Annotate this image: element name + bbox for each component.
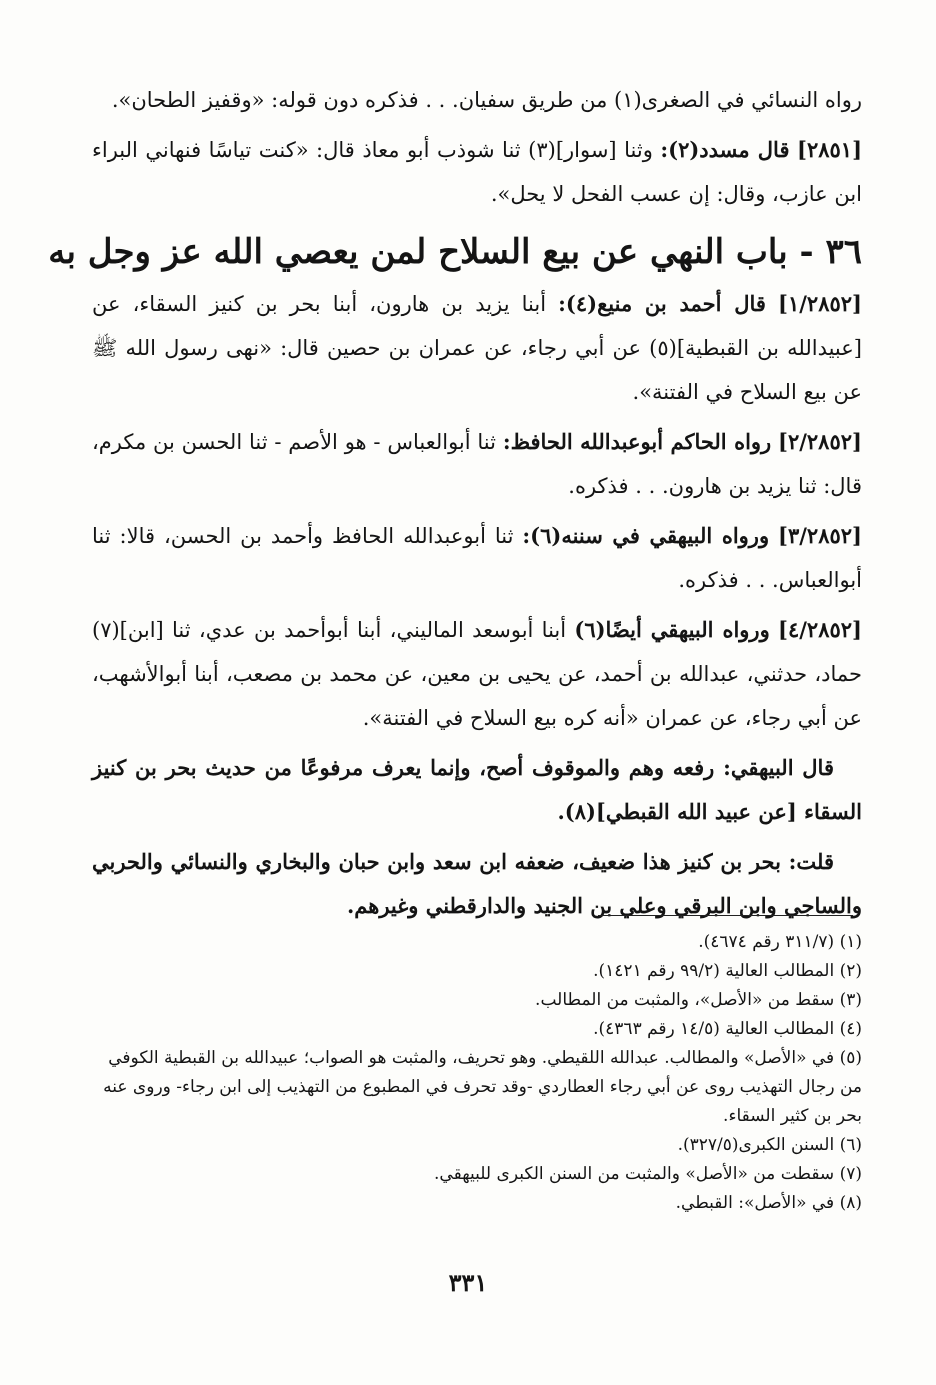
footnote-3: (٣) سقط من «الأصل»، والمثبت من المطالب.	[535, 990, 862, 1010]
hadith-lead: قال أحمد بن منيع(٤):	[558, 291, 766, 316]
entry-2852-2	[92, 420, 862, 508]
hadith-number: [١/٢٨٥٢]	[778, 291, 862, 316]
hadith-lead: ورواه البيهقي أيضًا(٦)	[574, 617, 770, 642]
author-comment: قلت: بحر بن كنيز هذا ضعيف، ضعفه ابن سعد وابن حبان والبخاري والنسائي والحربي والساجي وابن البرقي وعلي بن الجنيد والدارقطني وغيرهم.	[92, 849, 862, 918]
footnote-5: (٥) في «الأصل» والمطالب. عبدالله اللقيطي. وهو تحريف، والمثبت هو الصواب؛ عبيدالله بن القبطية الكوفي من رجال التهذيب روى عن أبي رجاء العطاردي -وقد تحرف في المطبوع من التهذيب إلى ابن رجاء- وروى عنه بحر بن كثير السقاء.	[103, 1048, 862, 1126]
paragraph-text: رواه النسائي في الصغرى(١) من طريق سفيان. . . فذكره دون قوله: «وقفيز الطحان».	[111, 88, 862, 112]
footnote-4: (٤) المطالب العالية (١٤/٥ رقم ٤٣٦٣).	[593, 1019, 862, 1039]
hadith-number: [٢/٢٨٥٢]	[778, 429, 862, 454]
footnote-separator	[598, 915, 853, 916]
footnotes	[90, 928, 862, 1218]
hadith-number: [٢٨٥١]	[797, 137, 863, 162]
chapter-heading: ٣٦ - باب النهي عن بيع السلاح لمن يعصي الله عز وجل به	[48, 232, 862, 272]
main-text	[48, 78, 863, 934]
hadith-text: أبنا يزيد بن هارون، أبنا بحر بن كنيز السقاء، عن [عبيدالله بن القبطية](٥) عن أبي رجاء، عن عمران بن حصين قال: «نهى رسول الله ﷺ عن بيع السلاح في الفتنة».	[92, 292, 862, 404]
hadith-lead: ورواه البيهقي في سننه(٦):	[522, 523, 770, 548]
footnote-2: (٢) المطالب العالية (٩٩/٢ رقم ١٤٢١).	[593, 961, 862, 981]
bayhaqi-comment: قال البيهقي: رفعه وهم والموقوف أصح، وإنما يعرف مرفوعًا من حديث بحر بن كنيز السقاء [عن عبيد الله القبطي](٨).	[92, 755, 862, 824]
page-number: ٣٣١	[448, 1268, 488, 1297]
footnote-7: (٧) سقطت من «الأصل» والمثبت من السنن الكبرى للبيهقي.	[434, 1164, 862, 1184]
footnote-6: (٦) السنن الكبرى(٣٢٧/٥).	[677, 1135, 862, 1155]
paragraph-2851	[92, 128, 862, 216]
hadith-text: وثنا [سوار](٣) ثنا شوذب أبو معاذ قال: «كنت تياسًا فنهاني البراء ابن عازب، وقال: إن عسب الفحل لا يحل».	[92, 138, 862, 206]
entry-2852-3	[92, 514, 862, 602]
entry-2852-4	[92, 608, 862, 740]
hadith-text: أبنا أبوسعد الماليني، أبنا أبوأحمد بن عدي، ثنا [ابن](٧) حماد، حدثني، عبدالله بن أحمد، عن يحيى بن معين، عن محمد بن مصعب، أبنا أبوالأشهب، عن أبي رجاء، عن عمران «أنه كره بيع السلاح في الفتنة».	[92, 618, 862, 730]
footnote-1: (١) (٣١١/٧ رقم ٤٦٧٤).	[698, 932, 862, 952]
footnote-8: (٨) في «الأصل»: القبطي.	[675, 1193, 862, 1213]
paragraph-nasai	[92, 78, 862, 122]
entry-2852-1	[92, 282, 862, 414]
hadith-text: ثنا أبوعبدالله الحافظ وأحمد بن الحسن، قالا: ثنا أبوالعباس. . . فذكره.	[92, 524, 862, 592]
hadith-lead: قال مسدد(٢):	[660, 137, 790, 162]
hadith-number: [٣/٢٨٥٢]	[778, 523, 862, 548]
hadith-text: ثنا أبوالعباس - هو الأصم - ثنا الحسن بن مكرم، قال: ثنا يزيد بن هارون. . . فذكره.	[92, 430, 862, 498]
hadith-number: [٤/٢٨٥٢]	[778, 617, 862, 642]
hadith-lead: رواه الحاكم أبوعبدالله الحافظ:	[502, 429, 772, 454]
